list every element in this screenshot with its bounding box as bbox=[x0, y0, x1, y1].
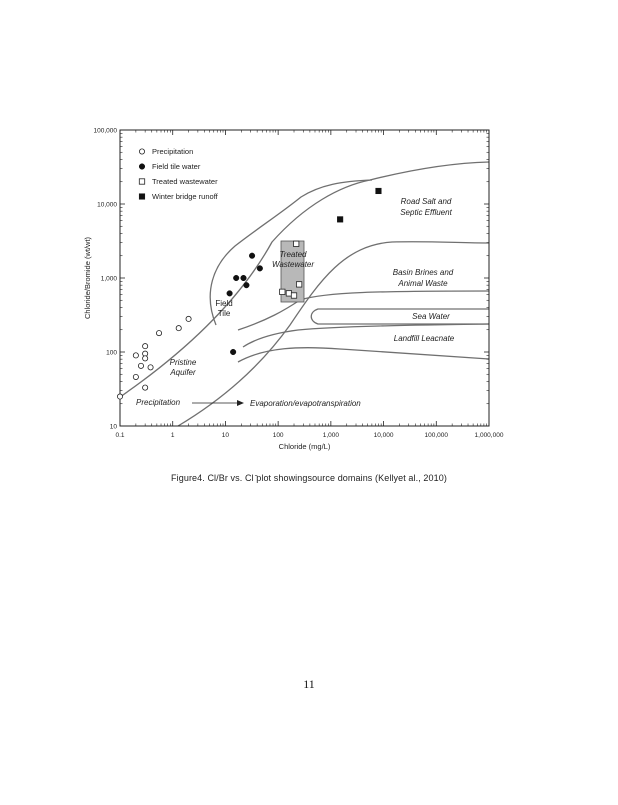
point-precipitation bbox=[133, 374, 138, 379]
point-field-tile-water bbox=[249, 253, 255, 259]
y-tick-label: 10 bbox=[109, 423, 117, 431]
point-treated-wastewater bbox=[280, 289, 285, 294]
point-treated-wastewater bbox=[286, 291, 291, 296]
y-tick-label: 100 bbox=[106, 349, 117, 357]
x-tick-label: 1,000,000 bbox=[474, 432, 504, 439]
point-precipitation bbox=[117, 394, 122, 399]
point-field-tile-water bbox=[244, 282, 250, 288]
point-treated-wastewater bbox=[296, 282, 301, 287]
point-precipitation bbox=[133, 353, 138, 358]
y-tick-label: 10,000 bbox=[97, 201, 117, 209]
point-field-tile-water bbox=[227, 291, 233, 297]
point-precipitation bbox=[143, 385, 148, 390]
plot-frame bbox=[120, 130, 489, 426]
legend-marker-field-tile-water bbox=[139, 164, 145, 170]
point-field-tile-water bbox=[241, 275, 247, 281]
point-winter-bridge-runoff bbox=[376, 188, 382, 194]
legend-marker-treated-wastewater bbox=[139, 179, 144, 184]
point-precipitation bbox=[186, 316, 191, 321]
page-number: 11 bbox=[303, 677, 315, 691]
point-winter-bridge-runoff bbox=[337, 217, 343, 223]
label-field-tile-1: Field bbox=[215, 299, 233, 308]
x-tick-label: 100 bbox=[272, 432, 284, 439]
legend-label-treated-wastewater: Treated wastewater bbox=[152, 177, 218, 186]
legend-label-field-tile-water: Field tile water bbox=[152, 162, 201, 171]
y-axis-label: Chloride/Bromide (wt/wt) bbox=[83, 236, 92, 320]
label-road-salt-1: Road Salt and bbox=[400, 197, 452, 206]
point-field-tile-water bbox=[233, 275, 239, 281]
label-road-salt-2: Septic Effluent bbox=[400, 208, 452, 217]
label-evaporation: Evaporation/evapotranspiration bbox=[250, 399, 361, 408]
x-tick-label: 1 bbox=[170, 432, 175, 439]
legend-label-winter-bridge-runoff: Winter bridge runoff bbox=[152, 192, 218, 201]
label-basin-brines-1: Basin Brines and bbox=[392, 268, 454, 277]
point-precipitation bbox=[176, 326, 181, 331]
point-field-tile-water bbox=[230, 349, 236, 355]
label-treated-2: Wastewater bbox=[271, 260, 315, 269]
y-tick-label: 1,000 bbox=[100, 275, 117, 283]
legend-marker-winter-bridge-runoff bbox=[139, 194, 145, 200]
x-tick-label: 100,000 bbox=[424, 432, 449, 439]
legend-marker-precipitation bbox=[139, 149, 144, 154]
legend-label-precipitation: Precipitation bbox=[152, 147, 194, 156]
point-field-tile-water bbox=[257, 266, 263, 272]
x-tick-label: 0.1 bbox=[115, 432, 125, 439]
point-treated-wastewater bbox=[293, 241, 298, 246]
figure-caption: Figure4. Cl/Br vs. Cl ̄plot showingsource domains (Kellyet al., 2010) bbox=[171, 473, 447, 483]
label-precip-start: Precipitation bbox=[136, 398, 181, 407]
x-tick-label: 10 bbox=[221, 432, 230, 439]
label-landfill: Landfill Leacnate bbox=[393, 334, 455, 343]
point-precipitation bbox=[143, 344, 148, 349]
domain-landfill-lower bbox=[238, 348, 489, 362]
domain-sea-water bbox=[311, 309, 489, 324]
x-tick-label: 10,000 bbox=[373, 432, 394, 439]
label-sea-water: Sea Water bbox=[412, 312, 450, 321]
label-pristine-1: Pristine bbox=[169, 358, 197, 367]
point-precipitation bbox=[143, 356, 148, 361]
evaporation-arrow-head bbox=[237, 400, 244, 406]
y-tick-label: 100,000 bbox=[93, 127, 117, 135]
label-field-tile-2: Tile bbox=[217, 309, 231, 318]
point-precipitation bbox=[138, 363, 143, 368]
point-precipitation bbox=[156, 331, 161, 336]
label-treated-1: Treated bbox=[279, 250, 307, 259]
x-tick-label: 1,000 bbox=[322, 432, 339, 439]
point-precipitation bbox=[148, 365, 153, 370]
label-basin-brines-2: Animal Waste bbox=[398, 279, 448, 288]
point-treated-wastewater bbox=[291, 293, 296, 298]
label-pristine-2: Aquifer bbox=[170, 368, 196, 377]
x-axis-label: Chloride (mg/L) bbox=[278, 442, 331, 451]
